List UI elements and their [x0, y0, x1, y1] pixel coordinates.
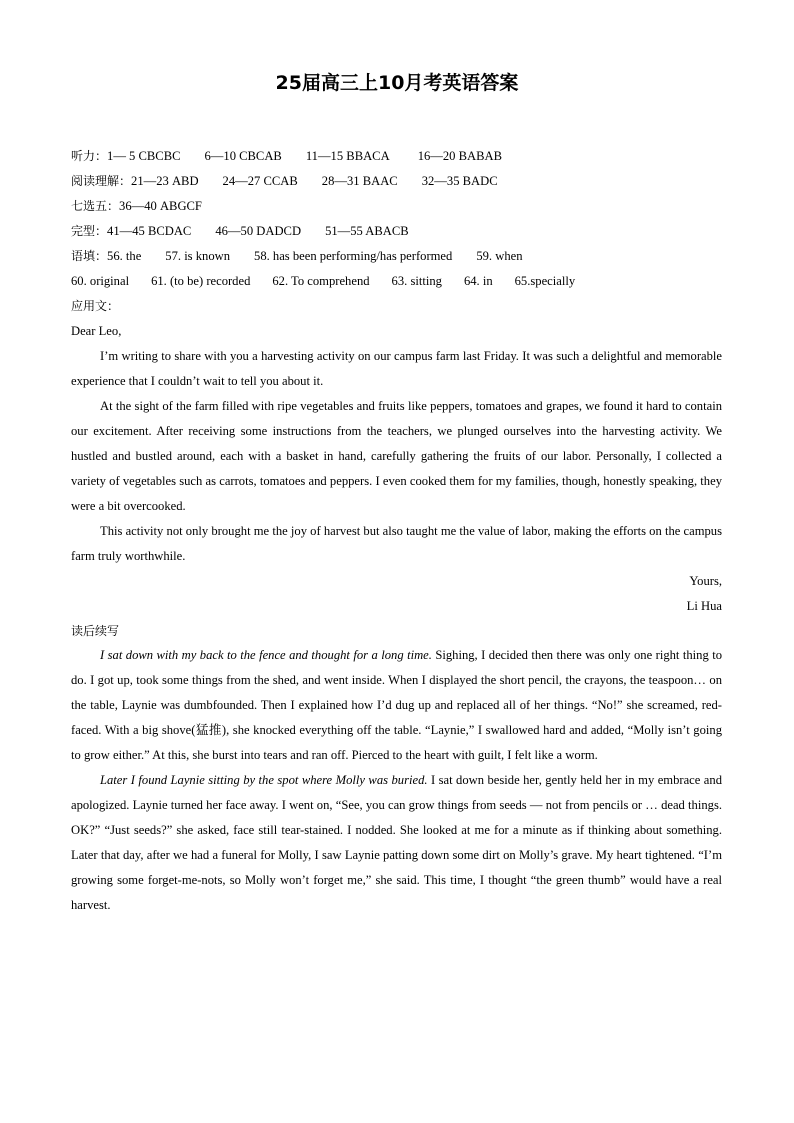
answer-item: 57. is known: [165, 249, 231, 263]
answer-item: 11—15 BBACA: [305, 149, 390, 163]
answer-line-grammar: [71, 250, 523, 263]
answer-item: 63. sitting: [391, 274, 442, 288]
answer-label: 语填：: [71, 249, 108, 263]
answer-item: 60. original: [71, 274, 130, 288]
given-opening-sentence: Later I found Laynie sitting by the spot where Molly was buried.: [100, 773, 428, 787]
answer-item: 32—35 BADC: [421, 174, 498, 188]
letter-paragraph: At the sight of the farm filled with ripe vegetables and fruits like peppers, tomatoes and grapes, we found it hard to contain our excitement. After receiving some instructions from the teachers, we plunged ourselves into the harvesting activity. We hustled and bustled around, each with a basket in hand, carefully gathering the fruits of our labor. Personally, I collected a variety of vegetables such as carrots, tomatoes and peppers. I even cooked them for my families, though, honestly speaking, they were a bit overcooked.: [71, 399, 722, 513]
answer-item: 51—55 ABACB: [325, 224, 409, 238]
answer-item: 28—31 BAAC: [321, 174, 398, 188]
answer-item: 46—50 DADCD: [215, 224, 302, 238]
answer-item: 1— 5 CBCBC: [107, 149, 181, 163]
answer-item: 65.specially: [514, 274, 576, 288]
answer-line-cloze: [71, 225, 409, 238]
paragraph-text: I sat down beside her, gently held her in my embrace and apologized. Laynie turned her face away. I went on, “See, you can grow things from seeds — not from pencils or … dead things. OK?” “Just seeds?” she asked, face still tear-stained. I nodded. She looked at me for a minute as if thinking about something. Later that day, after we had a funeral for Molly, I saw Laynie patting down some dirt on Molly’s grave. My heart tightened. “I’m growing some forget-me-nots, so Molly won’t forget me,” she said. This time, I thought “the green thumb” would have a real harvest.: [71, 773, 722, 912]
answer-item: 41—45 BCDAC: [107, 224, 192, 238]
answer-item: 59. when: [476, 249, 523, 263]
answer-item: 58. has been performing/has performed: [254, 249, 453, 263]
answer-line-grammar-2: [71, 275, 575, 288]
answer-item: 24—27 CCAB: [222, 174, 298, 188]
answer-line-seven: [71, 200, 202, 213]
paragraph-text: Sighing, I decided then there was only one right thing to do. I got up, took some things from the shed, and went inside. When I displayed the short pencil, the crayons, the teaspoon… on the table, Laynie was dumbfounded. Then I explained how I’d dug up and replaced all of her things. “No!” she screamed, red-faced. With a big shove(猛推), she knocked everything off the table. “Laynie,” I swallowed hard and added, “Molly isn’t going to grow either.” At this, she burst into tears and ran off. Pierced to the heart with guilt, I felt like a worm.: [71, 648, 722, 762]
continuation-paragraph-1: [71, 643, 722, 768]
answer-item: 56. the: [107, 249, 142, 263]
continuation-body: [71, 643, 722, 918]
answer-item: 61. (to be) recorded: [151, 274, 251, 288]
answer-label: 完型：: [71, 224, 108, 238]
letter-paragraph: I’m writing to share with you a harvesting activity on our campus farm last Friday. It was such a delightful and memorable experience that I couldn’t wait to tell you about it.: [71, 349, 722, 388]
given-opening-sentence: I sat down with my back to the fence and thought for a long time.: [100, 648, 432, 662]
continuation-section-label: 读后续写: [71, 624, 120, 638]
page-title: 25届高三上10月考英语答案: [275, 72, 519, 94]
letter-paragraph: This activity not only brought me the joy of harvest but also taught me the value of labor, making the efforts on the campus farm truly worthwhile.: [71, 524, 722, 563]
answer-line-reading: [71, 175, 498, 188]
answer-label: 阅读理解：: [71, 174, 132, 188]
letter-signature: Li Hua: [686, 599, 722, 613]
answer-label: 听力：: [71, 149, 108, 163]
letter-closing: Yours,: [689, 574, 722, 588]
writing-section-label: 应用文：: [71, 299, 120, 313]
answer-item: 16—20 BABAB: [417, 149, 503, 163]
continuation-paragraph-2: [71, 768, 722, 918]
letter-body: [71, 344, 722, 569]
answer-label: 七选五：: [71, 199, 120, 213]
answer-item: 64. in: [463, 274, 493, 288]
answer-item: 36—40 ABGCF: [119, 199, 202, 213]
answer-item: 21—23 ABD: [131, 174, 199, 188]
answer-item: 6—10 CBCAB: [204, 149, 282, 163]
answer-item: 62. To comprehend: [272, 274, 370, 288]
letter-salutation: Dear Leo,: [71, 324, 122, 338]
answer-line-listening: [71, 150, 502, 163]
